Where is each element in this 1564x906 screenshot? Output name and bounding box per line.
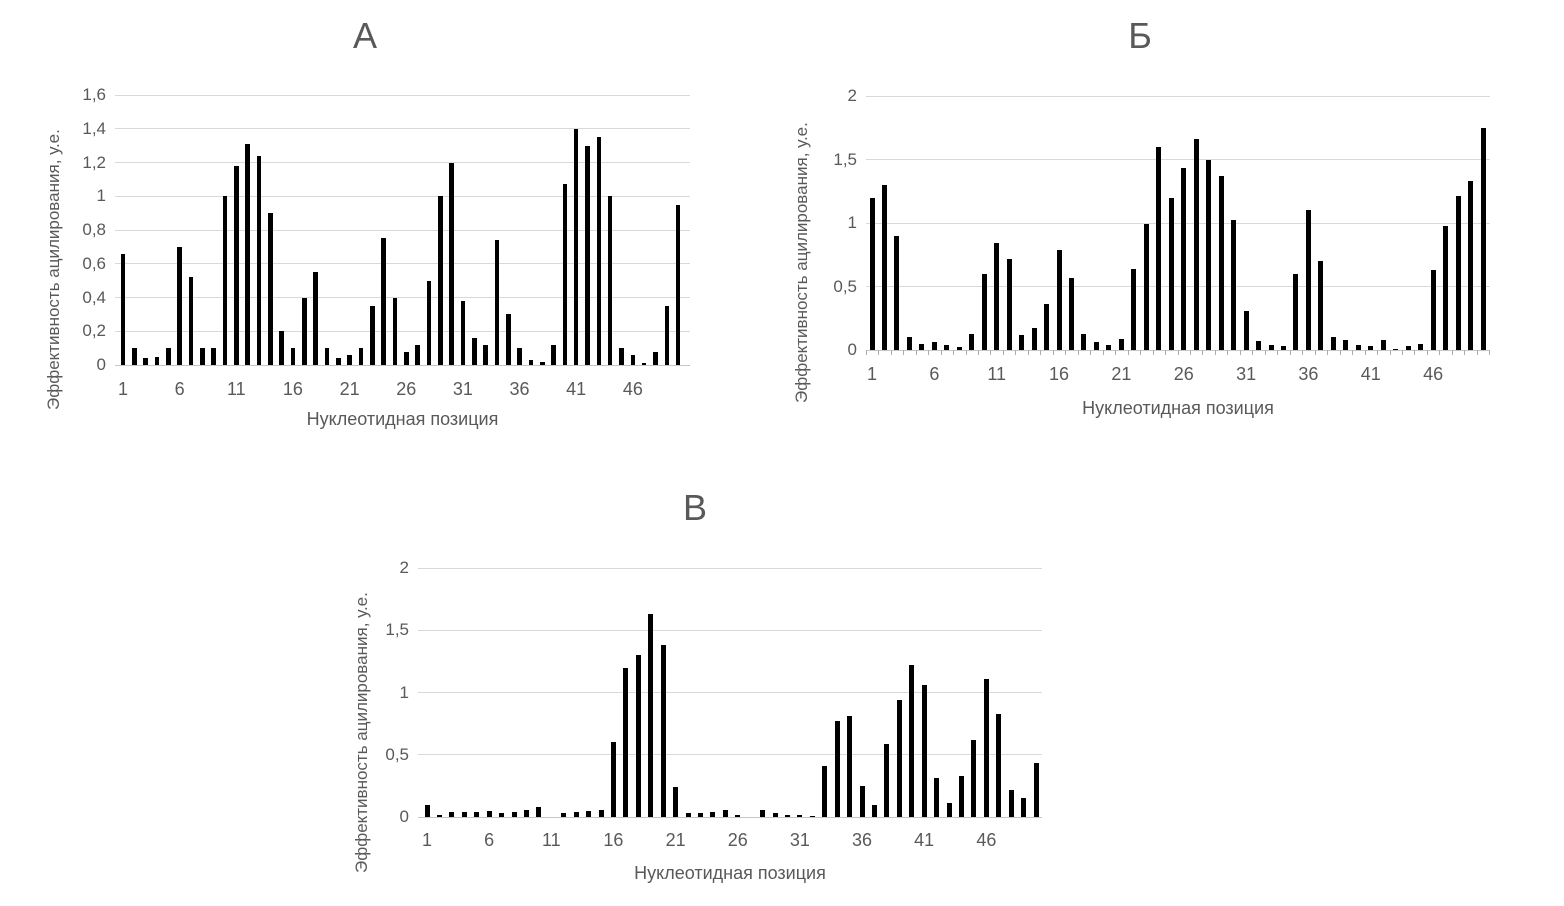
bar	[1094, 342, 1099, 350]
bar	[143, 358, 148, 365]
chart-v-x-axis-title: Нуклеотидная позиция	[634, 863, 826, 883]
bar	[597, 137, 602, 365]
bar	[1034, 763, 1039, 817]
x-tick-label: 16	[603, 830, 624, 850]
bar	[1206, 160, 1211, 351]
bar	[1368, 346, 1373, 350]
x-tick-label: 21	[1111, 364, 1132, 384]
bar	[585, 146, 590, 365]
bar	[723, 810, 728, 817]
axis-tick-mark	[1178, 350, 1179, 355]
bar	[438, 196, 443, 365]
axis-tick-mark	[1153, 350, 1154, 355]
bar	[710, 812, 715, 817]
axis-tick-mark	[1290, 350, 1291, 355]
x-tick-label: 46	[622, 379, 643, 399]
chart-v-y-axis-title: Эффективность ацилирования, у.е.	[352, 592, 371, 873]
axis-tick-mark	[1277, 350, 1278, 355]
bar	[642, 363, 647, 365]
bar	[1431, 270, 1436, 350]
axis-tick-mark	[1489, 350, 1490, 355]
axis-tick-mark	[1439, 350, 1440, 355]
bar	[959, 776, 964, 817]
y-tick-label: 0,5	[385, 744, 409, 764]
y-tick-label: 2	[847, 86, 857, 105]
bar	[1231, 220, 1236, 350]
bar	[370, 306, 375, 365]
x-tick-label: 6	[484, 830, 495, 850]
bar	[404, 352, 409, 366]
bar	[947, 803, 952, 817]
bar	[894, 236, 899, 350]
axis-tick-mark	[990, 350, 991, 355]
y-tick-label: 0	[847, 340, 857, 359]
axis-tick-mark	[966, 350, 967, 355]
axis-tick-mark	[1365, 350, 1366, 355]
bar	[449, 812, 454, 817]
axis-tick-mark	[1427, 350, 1428, 355]
axis-tick-mark	[1227, 350, 1228, 355]
bar	[1393, 349, 1398, 351]
axis-tick-mark	[1340, 350, 1341, 355]
bar	[982, 274, 987, 350]
bar	[1318, 261, 1323, 350]
bar	[735, 815, 740, 817]
x-tick-label: 36	[852, 830, 873, 850]
gridline	[115, 196, 690, 197]
bar	[551, 345, 556, 365]
chart-a-x-axis-title: Нуклеотидная позиция	[306, 409, 499, 429]
bar	[698, 813, 703, 817]
axis-tick-mark	[1402, 350, 1403, 355]
bar	[1081, 334, 1086, 351]
bar	[1181, 168, 1186, 350]
x-tick-label: 11	[541, 830, 561, 850]
bar	[1356, 345, 1361, 350]
gridline	[418, 754, 1042, 755]
bar	[1343, 340, 1348, 350]
bar	[336, 358, 341, 365]
bar	[1456, 196, 1461, 350]
axis-tick-mark	[1390, 350, 1391, 355]
bar	[623, 668, 628, 817]
bar	[524, 810, 529, 817]
bar	[1069, 278, 1074, 350]
axis-tick-mark	[1202, 350, 1203, 355]
axis-tick-mark	[928, 350, 929, 355]
axis-tick-mark	[1464, 350, 1465, 355]
axis-tick-mark	[1128, 350, 1129, 355]
bar	[512, 812, 517, 817]
chart-b-y-axis-title: Эффективность ацилирования, у.е.	[792, 122, 811, 404]
bar	[882, 185, 887, 350]
bar	[919, 344, 924, 350]
x-tick-label: 21	[339, 379, 360, 399]
x-tick-label: 26	[1173, 364, 1194, 384]
bar	[1169, 198, 1174, 350]
bar	[907, 337, 912, 350]
axis-tick-mark	[1215, 350, 1216, 355]
bar	[540, 362, 545, 365]
bar	[944, 345, 949, 350]
bar	[462, 812, 467, 817]
bar	[1156, 147, 1161, 350]
x-tick-label: 6	[929, 364, 940, 384]
bar	[1131, 269, 1136, 350]
bar	[922, 685, 927, 817]
bar	[574, 129, 579, 365]
y-tick-label: 1	[847, 213, 857, 232]
bar	[934, 778, 939, 817]
bar	[461, 301, 466, 365]
bar	[648, 614, 653, 817]
y-tick-label: 1,4	[82, 118, 106, 138]
bar	[810, 816, 815, 818]
bar	[1144, 224, 1149, 350]
bar	[822, 766, 827, 817]
axis-tick-mark	[891, 350, 892, 355]
bar	[499, 813, 504, 817]
bar	[483, 345, 488, 365]
bar	[1057, 250, 1062, 350]
bar	[313, 272, 318, 365]
bar	[773, 813, 778, 817]
axis-tick-mark	[1414, 350, 1415, 355]
bar	[932, 342, 937, 350]
x-tick-label: 1	[866, 364, 877, 384]
bar	[1443, 226, 1448, 350]
bar	[994, 243, 999, 350]
gridline	[115, 95, 690, 96]
bar	[760, 810, 765, 817]
y-tick-label: 0,4	[82, 287, 106, 307]
bar	[984, 679, 989, 817]
axis-tick-mark	[941, 350, 942, 355]
chart-b	[790, 10, 1490, 425]
y-tick-label: 2	[399, 558, 409, 577]
bar	[1418, 344, 1423, 350]
bar	[860, 786, 865, 817]
bar	[574, 812, 579, 817]
x-tick-label: 46	[976, 830, 997, 850]
bar	[1194, 139, 1199, 350]
bar	[415, 345, 420, 365]
bar	[636, 655, 641, 817]
bar	[189, 277, 194, 365]
bar	[1381, 340, 1386, 350]
axis-tick-mark	[1078, 350, 1079, 355]
axis-tick-mark	[1302, 350, 1303, 355]
gridline	[115, 331, 690, 332]
gridline	[418, 568, 1042, 569]
x-tick-label: 1	[117, 379, 128, 399]
y-tick-label: 0	[399, 807, 409, 826]
bar	[474, 812, 479, 817]
bar	[957, 347, 962, 350]
x-tick-label: 31	[789, 830, 810, 850]
bar	[166, 348, 171, 365]
bar	[872, 805, 877, 817]
y-tick-label: 0,2	[82, 321, 106, 341]
bar	[1306, 210, 1311, 350]
bar	[1044, 304, 1049, 350]
bar	[673, 787, 678, 817]
bar	[381, 238, 386, 365]
bar	[996, 714, 1001, 817]
bar	[969, 334, 974, 351]
bar	[1281, 346, 1286, 350]
gridline	[115, 297, 690, 298]
axis-tick-mark	[953, 350, 954, 355]
x-tick-label: 1	[421, 830, 432, 850]
y-tick-label: 0	[96, 355, 106, 374]
bar	[971, 740, 976, 817]
axis-tick-mark	[1240, 350, 1241, 355]
bar	[1219, 176, 1224, 350]
bar	[257, 156, 262, 365]
y-tick-label: 1,5	[833, 149, 857, 169]
bar	[563, 184, 568, 365]
x-tick-label: 16	[1049, 364, 1070, 384]
bar	[847, 716, 852, 817]
axis-tick-mark	[866, 350, 867, 355]
y-tick-label: 0,6	[82, 253, 106, 273]
x-tick-label: 26	[396, 379, 417, 399]
axis-tick-mark	[1327, 350, 1328, 355]
bar	[234, 166, 239, 365]
bar	[619, 348, 624, 365]
x-tick-label: 36	[509, 379, 530, 399]
bar	[393, 298, 398, 366]
bar	[686, 813, 691, 817]
bar	[631, 355, 636, 365]
bar	[517, 348, 522, 365]
bar	[1468, 181, 1473, 350]
bar	[325, 348, 330, 365]
bar	[472, 338, 477, 365]
bar	[797, 815, 802, 817]
bar	[223, 196, 228, 365]
bar	[495, 240, 500, 365]
bar	[1119, 339, 1124, 350]
axis-tick-mark	[1352, 350, 1353, 355]
bar	[676, 205, 681, 365]
y-tick-label: 0,5	[833, 276, 857, 296]
bar	[437, 815, 442, 817]
bar	[835, 721, 840, 817]
x-tick-label: 16	[282, 379, 303, 399]
bar	[1269, 345, 1274, 350]
chart-a	[40, 10, 690, 445]
gridline	[115, 128, 690, 129]
bar	[611, 742, 616, 817]
bar	[268, 213, 273, 365]
bar	[132, 348, 137, 365]
gridline	[866, 286, 1490, 287]
bar	[1256, 341, 1261, 350]
bar	[586, 811, 591, 817]
bar	[897, 700, 902, 817]
gridline	[115, 230, 690, 231]
axis-tick-mark	[1252, 350, 1253, 355]
chart-a-plot-area	[82, 85, 690, 399]
bar	[1481, 128, 1486, 350]
gridline	[115, 263, 690, 264]
axis-tick-mark	[1190, 350, 1191, 355]
x-tick-label: 41	[566, 379, 587, 399]
axis-tick-mark	[1315, 350, 1316, 355]
gridline	[866, 96, 1490, 97]
bar	[200, 348, 205, 365]
bar	[425, 805, 430, 817]
chart-b-title: Б	[1128, 15, 1152, 56]
x-tick-label: 6	[174, 379, 185, 399]
axis-tick-mark	[1003, 350, 1004, 355]
x-tick-label: 41	[914, 830, 935, 850]
gridline	[418, 630, 1042, 631]
chart-v-title: В	[682, 487, 707, 528]
axis-tick-mark	[1165, 350, 1166, 355]
y-tick-label: 1,2	[82, 152, 106, 172]
bar	[561, 813, 566, 817]
x-tick-label: 31	[452, 379, 473, 399]
axis-tick-mark	[1103, 350, 1104, 355]
bar	[177, 247, 182, 365]
axis-tick-mark	[1015, 350, 1016, 355]
axis-tick-mark	[1065, 350, 1066, 355]
bar	[347, 355, 352, 365]
bar	[291, 348, 296, 365]
bar	[245, 144, 250, 365]
gridline	[866, 223, 1490, 224]
bar	[599, 810, 604, 817]
bar	[279, 331, 284, 365]
bar	[665, 306, 670, 365]
axis-tick-mark	[978, 350, 979, 355]
chart-b-x-axis-title: Нуклеотидная позиция	[1082, 398, 1274, 418]
y-tick-label: 1,5	[385, 620, 409, 640]
bar	[1293, 274, 1298, 350]
chart-a-title: А	[352, 15, 377, 56]
bar	[1007, 259, 1012, 350]
x-tick-label: 41	[1360, 364, 1381, 384]
bar	[1406, 346, 1411, 350]
gridline	[866, 159, 1490, 160]
axis-tick-mark	[1140, 350, 1141, 355]
bar	[1032, 328, 1037, 350]
y-tick-label: 1	[96, 186, 106, 206]
axis-tick-mark	[1090, 350, 1091, 355]
bar	[359, 348, 364, 365]
bar	[155, 357, 160, 365]
axis-tick-mark	[1028, 350, 1029, 355]
x-tick-label: 21	[665, 830, 686, 850]
y-tick-label: 0,8	[82, 220, 106, 239]
bar	[1019, 335, 1024, 350]
bar	[1009, 790, 1014, 817]
bar	[884, 744, 889, 817]
axis-tick-mark	[1477, 350, 1478, 355]
bar	[211, 348, 216, 365]
axis-tick-mark	[1265, 350, 1266, 355]
x-tick-label: 26	[727, 830, 748, 850]
chart-v	[348, 482, 1042, 906]
bar	[870, 198, 875, 350]
axis-tick-mark	[878, 350, 879, 355]
gridline	[418, 692, 1042, 693]
bar	[661, 645, 666, 817]
axis-tick-mark	[1377, 350, 1378, 355]
axis-tick-mark	[1452, 350, 1453, 355]
axis-tick-mark	[916, 350, 917, 355]
x-tick-label: 11	[987, 364, 1007, 384]
bar	[302, 298, 307, 366]
bar	[653, 352, 658, 366]
chart-v-plot-area	[385, 558, 1042, 850]
x-tick-label: 31	[1236, 364, 1257, 384]
bar	[785, 815, 790, 817]
bar	[427, 281, 432, 365]
y-tick-label: 1,6	[82, 85, 106, 104]
bar	[487, 811, 492, 817]
axis-tick-mark	[903, 350, 904, 355]
x-tick-label: 11	[226, 379, 246, 399]
y-tick-label: 1	[399, 682, 409, 702]
bar	[536, 807, 541, 817]
chart-b-plot-area	[833, 86, 1490, 384]
axis-tick-mark	[1040, 350, 1041, 355]
bar	[608, 196, 613, 365]
bar	[449, 163, 454, 366]
axis-tick-mark	[1115, 350, 1116, 355]
bar	[909, 665, 914, 817]
bar	[1244, 311, 1249, 350]
bar	[121, 254, 126, 365]
bar	[529, 360, 534, 365]
bar	[1331, 337, 1336, 350]
x-tick-label: 46	[1423, 364, 1444, 384]
bar	[1106, 345, 1111, 350]
bar	[1021, 798, 1026, 817]
axis-tick-mark	[1053, 350, 1054, 355]
x-tick-label: 36	[1298, 364, 1319, 384]
bar	[506, 314, 511, 365]
chart-a-y-axis-title: Эффективность ацилирования, у.е.	[44, 129, 63, 411]
gridline	[115, 162, 690, 163]
